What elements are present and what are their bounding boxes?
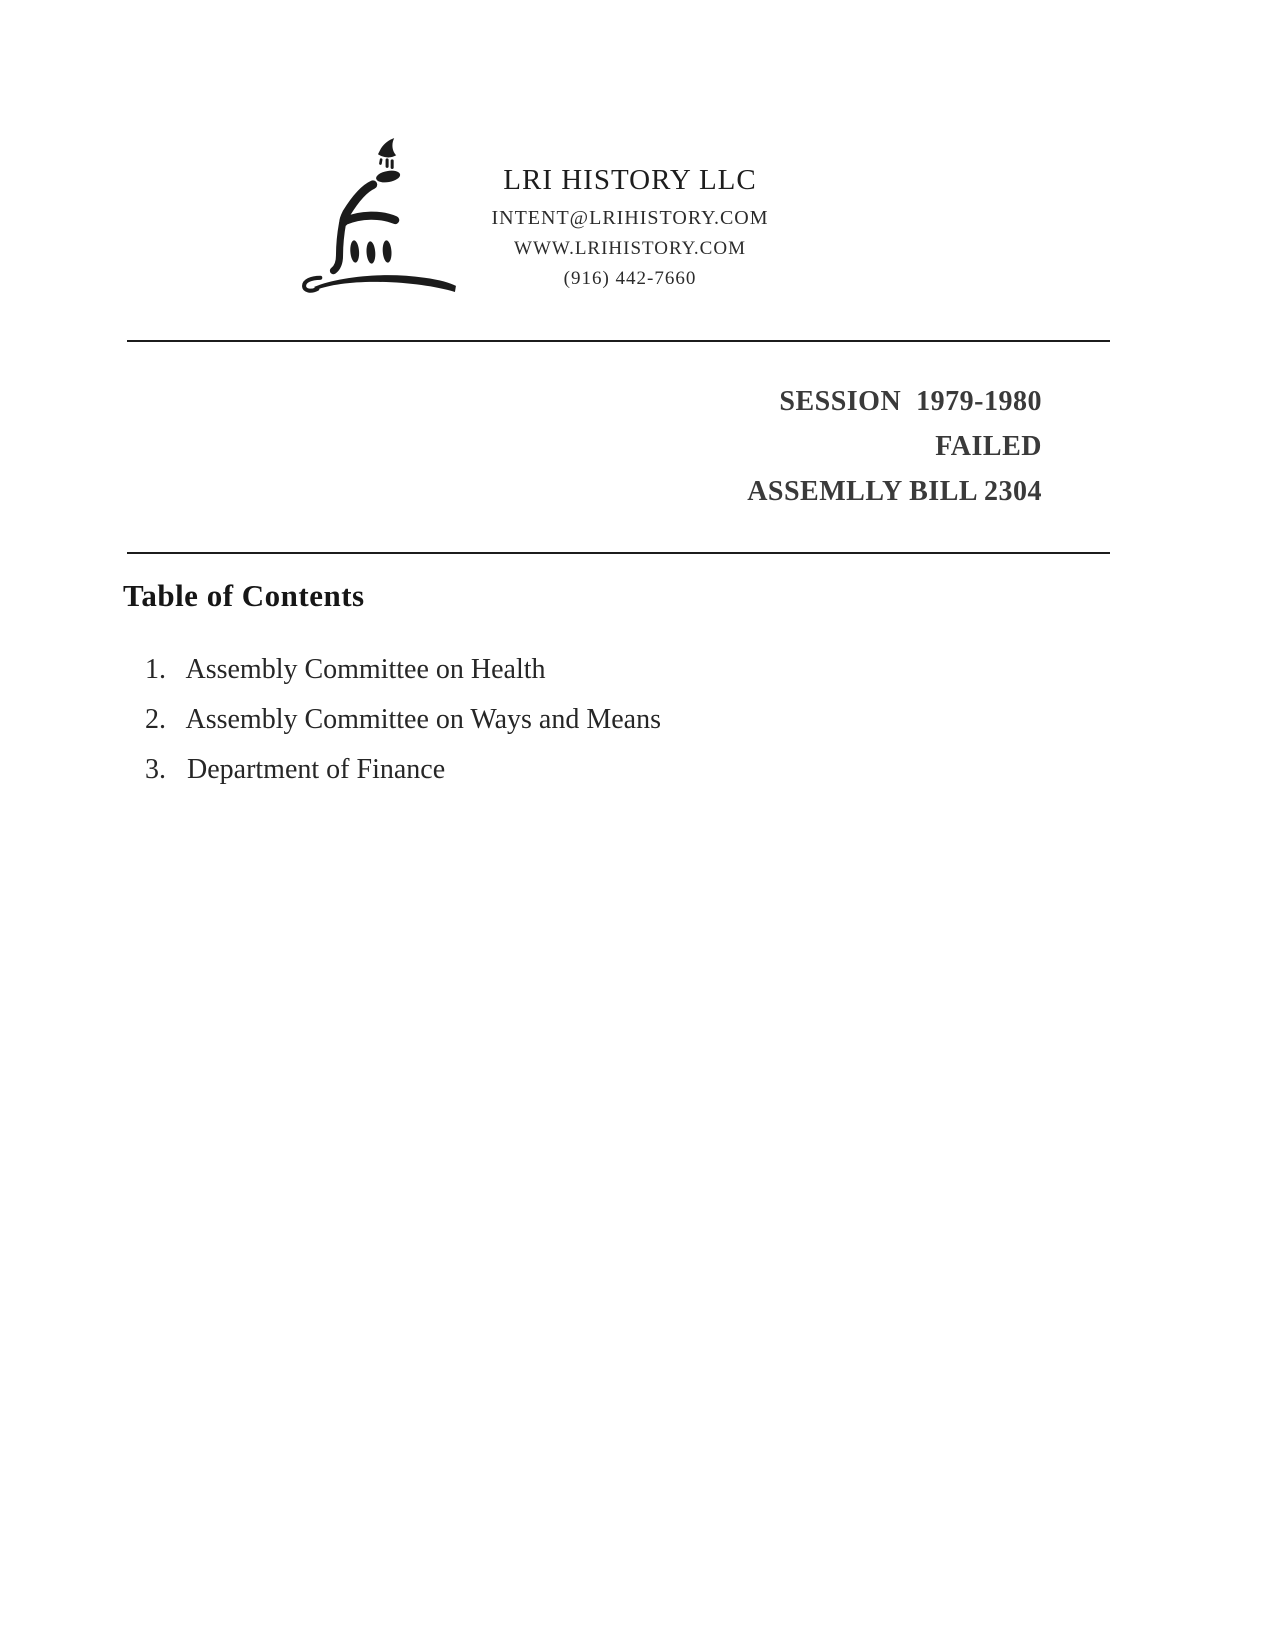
divider-top — [127, 340, 1110, 342]
toc-item-number: 1. — [145, 654, 166, 685]
toc-item — [145, 645, 661, 695]
toc-item — [145, 745, 661, 795]
toc-item-number: 3. — [145, 754, 166, 785]
toc-heading: Table of Contents — [123, 578, 365, 613]
toc-item-number: 2. — [145, 704, 166, 735]
session-line: SESSION 1979-1980 — [779, 386, 1042, 417]
toc-item-label: Assembly Committee on Ways and Means — [185, 704, 661, 735]
company-phone: (916) 442-7660 — [563, 268, 697, 289]
status-line: FAILED — [935, 431, 1042, 462]
letterhead — [440, 164, 820, 298]
session-block — [747, 379, 1042, 514]
divider-bottom — [127, 552, 1110, 554]
company-email: INTENT@LRIHISTORY.COM — [491, 207, 769, 229]
toc-item-label: Assembly Committee on Health — [185, 654, 546, 685]
company-name: LRI HISTORY LLC — [503, 164, 757, 196]
toc-item — [145, 695, 661, 745]
company-website: WWW.LRIHISTORY.COM — [514, 238, 746, 259]
toc-list — [145, 645, 661, 795]
bill-line: ASSEMLLY BILL 2304 — [747, 476, 1042, 507]
capitol-dome-logo-icon — [298, 132, 460, 294]
toc-item-label: Department of Finance — [187, 754, 446, 785]
